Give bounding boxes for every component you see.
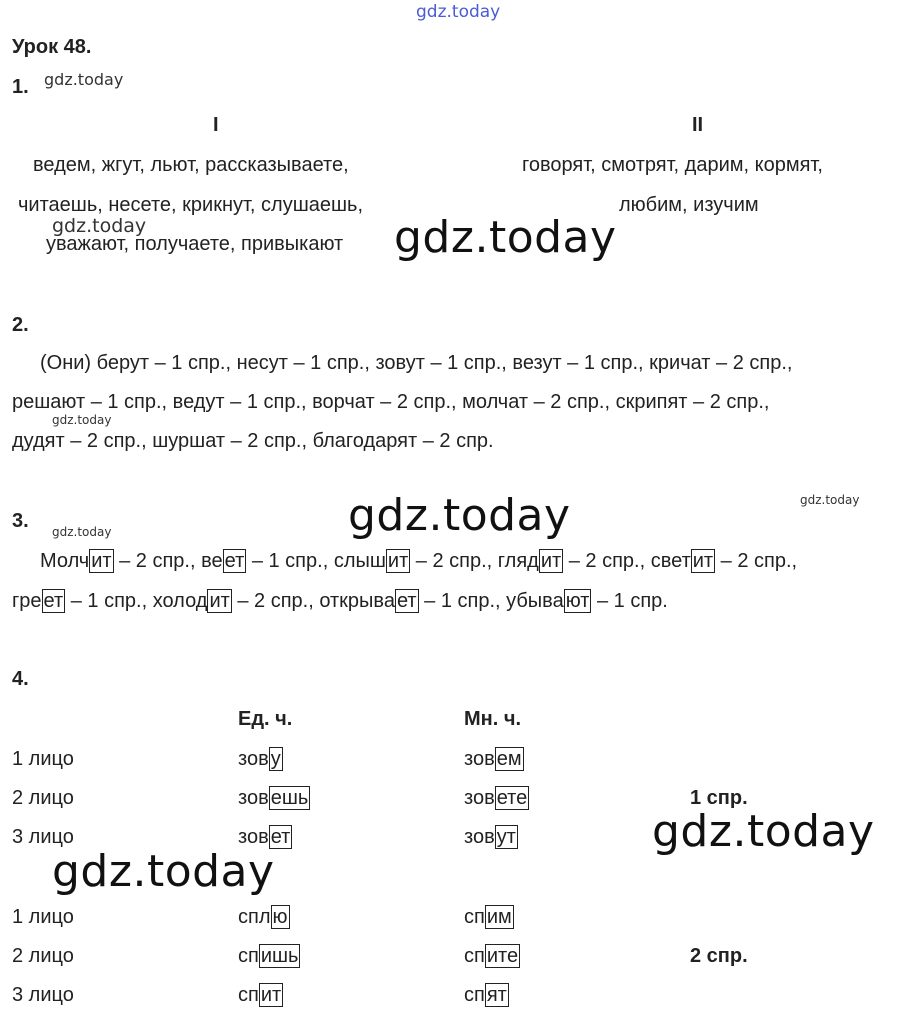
form-singular: сп ишь bbox=[238, 945, 299, 967]
list-item: уважают, получаете, привыкают bbox=[46, 233, 344, 255]
exercise-2-number: 2. bbox=[12, 314, 29, 336]
ending-box: ет bbox=[224, 550, 245, 572]
word: холод ит – 2 спр., bbox=[152, 590, 320, 612]
ending-box: им bbox=[486, 906, 512, 928]
text-line: (Они) берут – 1 спр., несут – 1 спр., зовут – 1 спр., везут – 1 спр., кричат – 2 спр., bbox=[40, 352, 793, 374]
ending-box: ите bbox=[486, 945, 519, 967]
watermark-top: gdz.today bbox=[416, 2, 501, 22]
ending-box: у bbox=[270, 748, 281, 770]
person-label: 2 лицо bbox=[12, 787, 74, 809]
word: свет ит – 2 спр., bbox=[650, 550, 798, 572]
watermark-small: gdz.today bbox=[800, 493, 860, 507]
form-singular: сп ит bbox=[238, 984, 282, 1006]
watermark-big: gdz.today bbox=[52, 846, 275, 897]
ending-box: ят bbox=[486, 984, 507, 1006]
ending-box: ит bbox=[692, 550, 714, 572]
text-line: дудят – 2 спр., шуршат – 2 спр., благодарят – 2 спр. bbox=[12, 430, 494, 452]
person-label: 1 лицо bbox=[12, 748, 74, 770]
ending-box: ем bbox=[496, 748, 522, 770]
word: Молч ит – 2 спр., bbox=[40, 550, 202, 572]
text-line: решают – 1 спр., ведут – 1 спр., ворчат – 2 спр., молчат – 2 спр., скрипят – 2 спр., bbox=[12, 391, 770, 413]
conjugation-label: 2 спр. bbox=[690, 945, 748, 967]
ending-box: ут bbox=[496, 826, 516, 848]
person-label: 3 лицо bbox=[12, 984, 74, 1006]
page-title: Урок 48. bbox=[12, 36, 92, 58]
header-singular: Ед. ч. bbox=[238, 708, 293, 730]
word: слыш ит – 2 спр., bbox=[333, 550, 498, 572]
ending-box: ишь bbox=[260, 945, 299, 967]
conjugation-label: 1 спр. bbox=[690, 787, 748, 809]
text-line bbox=[12, 590, 668, 613]
text-line bbox=[40, 550, 797, 573]
form-plural: сп ите bbox=[464, 945, 519, 967]
ending-box: ит bbox=[209, 590, 230, 612]
exercise-1-number: 1. bbox=[12, 76, 29, 98]
word: гляд ит – 2 спр., bbox=[497, 550, 651, 572]
ending-box: ит bbox=[540, 550, 562, 572]
watermark-small: gdz.today bbox=[44, 70, 124, 89]
person-label: 3 лицо bbox=[12, 826, 74, 848]
ending-box: ет bbox=[396, 590, 417, 612]
ending-box: ит bbox=[387, 550, 409, 572]
watermark-small: gdz.today bbox=[52, 525, 112, 539]
word: ве ет – 1 спр., bbox=[201, 550, 334, 572]
form-singular: спл ю bbox=[238, 906, 288, 928]
form-singular: зов ешь bbox=[238, 787, 309, 809]
ending-box: ете bbox=[496, 787, 528, 809]
form-plural: сп ят bbox=[464, 984, 507, 1006]
ending-box: ю bbox=[272, 906, 288, 928]
list-item: ведем, жгут, льют, рассказываете, bbox=[33, 154, 349, 176]
ending-box: ешь bbox=[270, 787, 309, 809]
watermark-small: gdz.today bbox=[52, 413, 112, 427]
list-item: говорят, смотрят, дарим, кормят, bbox=[522, 154, 823, 176]
word: открыва ет – 1 спр., bbox=[319, 590, 507, 612]
watermark-big: gdz.today bbox=[394, 212, 617, 263]
watermark-small: gdz.today bbox=[52, 215, 147, 237]
person-label: 2 лицо bbox=[12, 945, 74, 967]
form-singular: зов ет bbox=[238, 826, 291, 848]
form-plural: зов ете bbox=[464, 787, 528, 809]
exercise-4-number: 4. bbox=[12, 668, 29, 690]
word: гре ет – 1 спр., bbox=[12, 590, 153, 612]
column-heading-i: I bbox=[213, 114, 219, 136]
form-plural: зов ем bbox=[464, 748, 522, 770]
list-item: читаешь, несете, крикнут, слушаешь, bbox=[18, 194, 364, 216]
column-heading-ii: II bbox=[692, 114, 704, 136]
word: убыва ют – 1 спр. bbox=[506, 590, 668, 612]
form-plural: сп им bbox=[464, 906, 512, 928]
form-singular: зов у bbox=[238, 748, 281, 770]
watermark-big: gdz.today bbox=[652, 806, 875, 857]
watermark-big: gdz.today bbox=[348, 490, 571, 541]
ending-box: ет bbox=[270, 826, 291, 848]
ending-box: ют bbox=[565, 590, 590, 612]
ending-box: ит bbox=[260, 984, 282, 1006]
header-plural: Мн. ч. bbox=[464, 708, 522, 730]
ending-box: ет bbox=[43, 590, 64, 612]
form-plural: зов ут bbox=[464, 826, 516, 848]
list-item: любим, изучим bbox=[619, 194, 759, 216]
exercise-3-number: 3. bbox=[12, 510, 29, 532]
person-label: 1 лицо bbox=[12, 906, 74, 928]
ending-box: ит bbox=[91, 550, 112, 572]
